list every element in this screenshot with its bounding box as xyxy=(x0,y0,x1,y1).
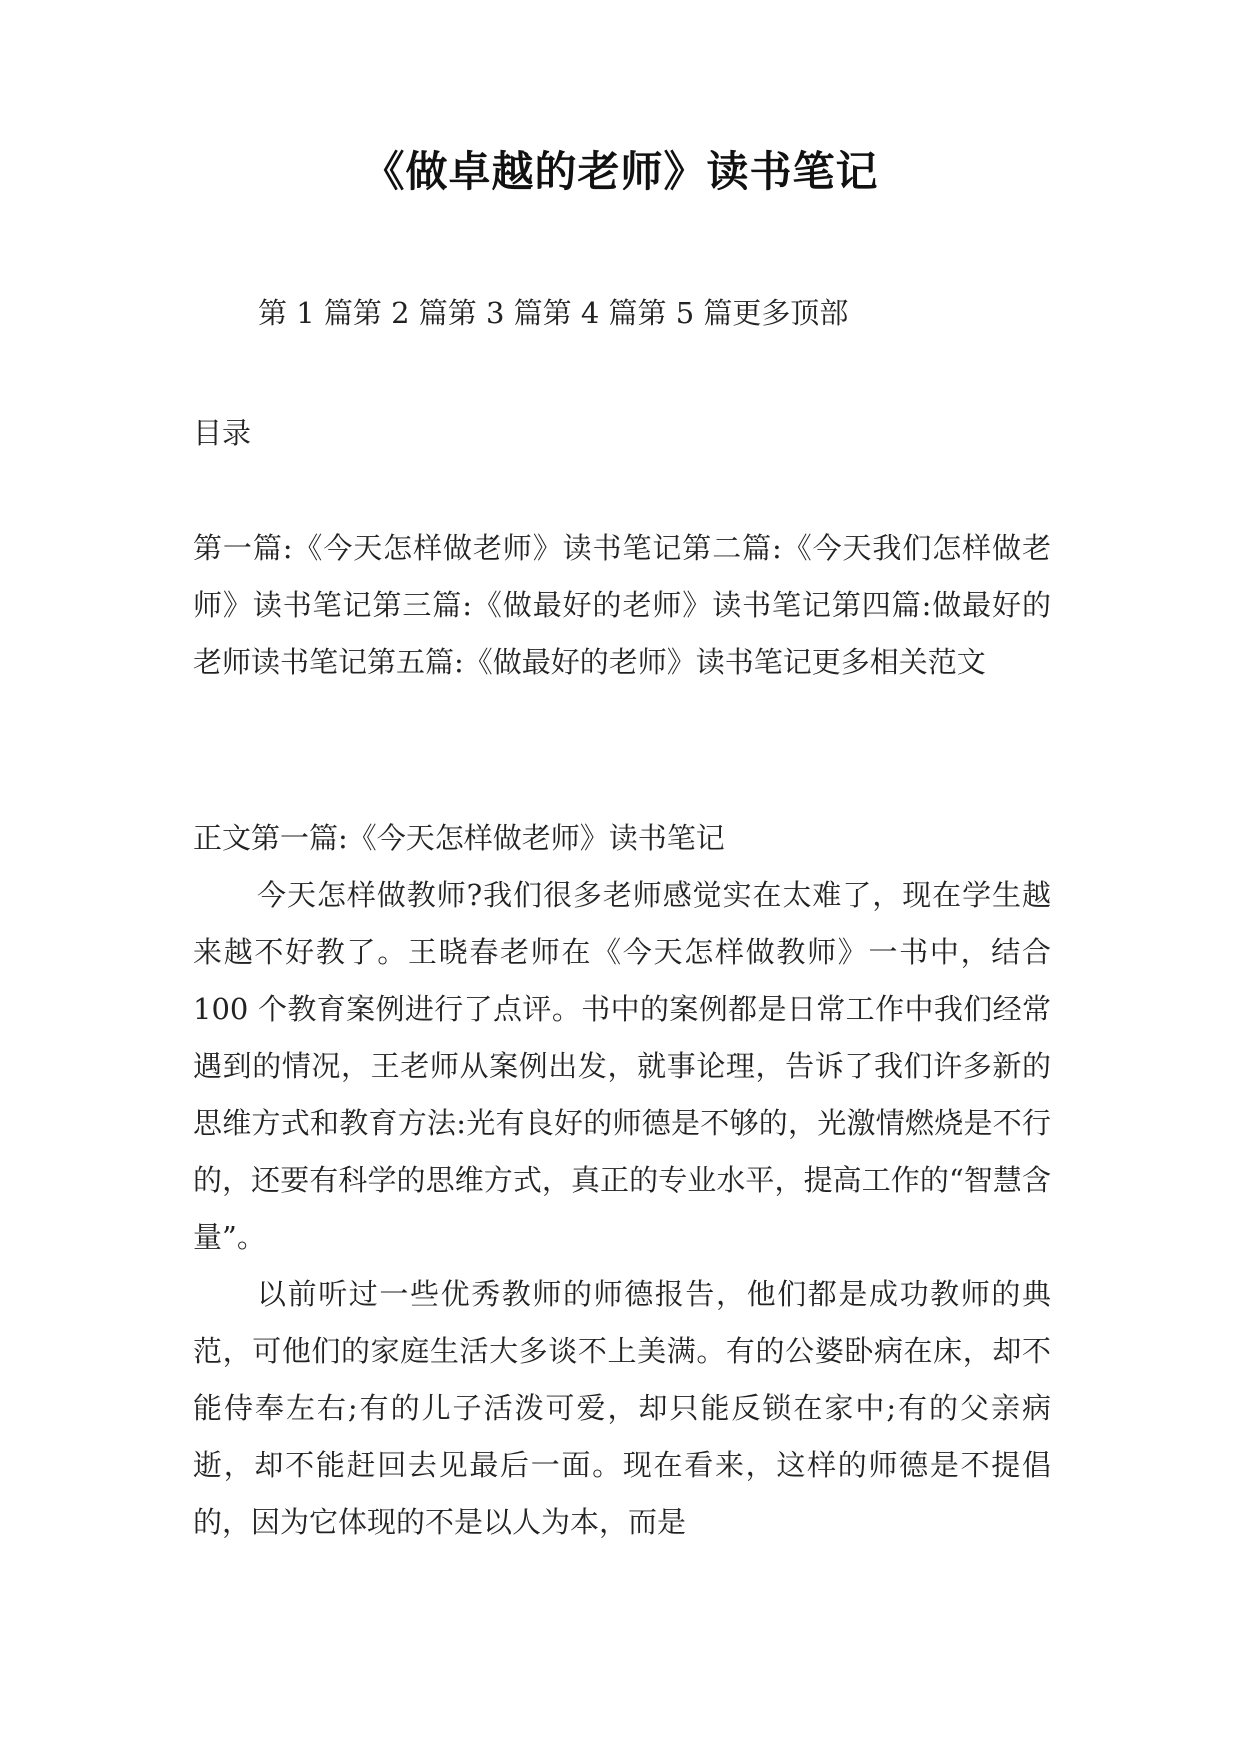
body-paragraph: 以前听过一些优秀教师的师德报告，他们都是成功教师的典范，可他们的家庭生活大多谈不上美满。有的公婆卧病在床，却不能侍奉左右;有的儿子活泼可爱，却只能反锁在家中;有的父亲病逝，却不能赶回去见最后一面。现在看来，这样的师德是不提倡的，因为它体现的不是以人为本，而是 xyxy=(193,1277,1051,1539)
chapter-navigation: 第 1 篇第 2 篇第 3 篇第 4 篇第 5 篇更多顶部 xyxy=(258,296,849,330)
toc-heading: 目录 xyxy=(193,416,252,450)
body-paragraph: 今天怎样做教师?我们很多老师感觉实在太难了，现在学生越来越不好教了。王晓春老师在《今天怎样做教师》一书中，结合 100 个教育案例进行了点评。书中的案例都是日常工作中我们经常遇到的情况，王老师从案例出发，就事论理，告诉了我们许多新的思维方式和教育方法:光有良好的师德是不够的，光激情燃烧是不行的，还要有科学的思维方式，真正的专业水平，提高工作的“智慧含量”。 xyxy=(193,878,1051,1254)
toc-body: 第一篇:《今天怎样做老师》读书笔记第二篇:《今天我们怎样做老师》读书笔记第三篇:《做最好的老师》读书笔记第四篇:做最好的老师读书笔记第五篇:《做最好的老师》读书笔记更多相关范文 xyxy=(193,531,1051,679)
section-heading: 正文第一篇:《今天怎样做老师》读书笔记 xyxy=(193,821,725,855)
document-title: 《做卓越的老师》读书笔记 xyxy=(362,147,879,196)
